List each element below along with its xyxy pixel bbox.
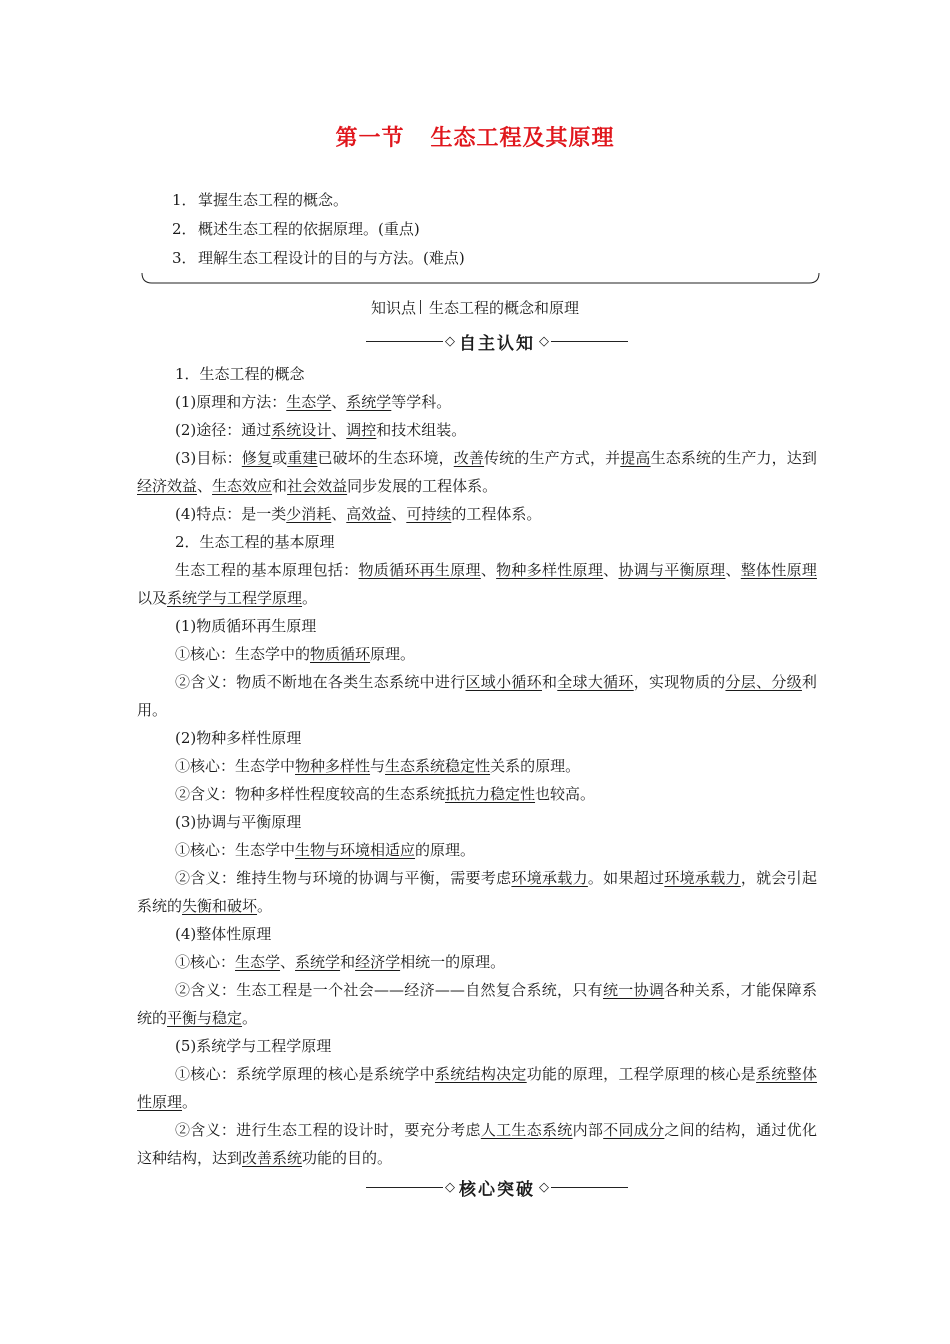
knowledge-point-title: 生态工程的概念和原理 (429, 299, 580, 317)
underlined-answer: 重建 (287, 449, 318, 467)
paragraph-text: 生态工程的基本原理包括： (175, 561, 359, 579)
underlined-answer: 物种多样性原理 (496, 561, 604, 579)
paragraph-text: 以及 (137, 589, 168, 607)
underlined-answer: 抵抗力稳定性 (445, 785, 536, 803)
paragraph-text: 和 (541, 673, 558, 691)
paragraph (137, 808, 817, 836)
paragraph-text: (2)物种多样性原理 (175, 729, 302, 747)
underlined-answer: 系统整体性原理 (137, 1065, 817, 1111)
paragraph-text: 功能的目的。 (302, 1149, 393, 1167)
section-header-core: ◇ 核心突破 ◇ (366, 1175, 628, 1199)
paragraph (137, 920, 817, 948)
paragraph-text: 传统的生产方式，并 (484, 449, 621, 467)
underlined-answer: 整体性原理 (740, 561, 817, 579)
paragraph (137, 836, 817, 864)
paragraph (137, 752, 817, 780)
paragraph-text: ①核心：生态学中 (175, 757, 296, 775)
paragraph (137, 556, 817, 612)
paragraph-text: ②含义：物种多样性程度较高的生态系统 (175, 785, 446, 803)
paragraph (137, 528, 817, 556)
paragraph (137, 976, 817, 1032)
underlined-answer: 生态学 (235, 953, 281, 971)
paragraph-text: 等学科。 (391, 393, 452, 411)
paragraph-text: 。 (257, 897, 273, 915)
paragraph-text: 、 (280, 953, 296, 971)
paragraph-text: 。 (182, 1093, 198, 1111)
title-text: 生态工程及其原理 (430, 126, 615, 151)
underlined-answer: 系统设计 (271, 421, 332, 439)
content-body (137, 360, 817, 1172)
goal-item: 2．概述生态工程的依据原理。(重点) (172, 220, 420, 238)
underlined-answer: 失衡和破坏 (182, 897, 258, 915)
diamond-icon: ◇ (445, 333, 455, 349)
paragraph-text: 利用。 (137, 673, 817, 719)
paragraph (137, 1116, 817, 1172)
knowledge-point-label: 知识点 (370, 299, 416, 317)
underlined-answer: 生态系统稳定性 (385, 757, 491, 775)
underlined-answer: 环境承载力 (664, 869, 741, 887)
paragraph-text: (1)原理和方法： (175, 393, 287, 411)
underlined-answer: 经济学 (355, 953, 401, 971)
paragraph-text: 2．生态工程的基本原理 (175, 533, 335, 551)
paragraph-text: 、 (197, 477, 213, 495)
paragraph-text: 和技术组装。 (376, 421, 467, 439)
knowledge-point-heading (0, 297, 950, 318)
underlined-answer: 生态学 (286, 393, 332, 411)
underlined-answer: 区域小循环 (465, 673, 542, 691)
underlined-answer: 系统结构决定 (434, 1065, 527, 1083)
section-header-self-study: ◇ 自主认知 ◇ (366, 329, 628, 353)
paragraph-text: (5)系统学与工程学原理 (175, 1037, 332, 1055)
paragraph (137, 640, 817, 668)
underlined-answer: 物质循环再生原理 (358, 561, 481, 579)
paragraph (137, 1060, 817, 1116)
paragraph-text: 的工程体系。 (451, 505, 542, 523)
paragraph-text: ②含义：进行生态工程的设计时，要充分考虑 (175, 1121, 481, 1139)
paragraph-text: 。如果超过 (587, 869, 665, 887)
underlined-answer: 提高 (620, 449, 651, 467)
underlined-answer: 人工生态系统 (480, 1121, 573, 1139)
paragraph-text: 同步发展的工程体系。 (347, 477, 498, 495)
underlined-answer: 系统学与工程学原理 (167, 589, 303, 607)
underlined-answer: 生物与环境相适应 (295, 841, 416, 859)
paragraph-text: 与 (370, 757, 386, 775)
paragraph (137, 948, 817, 976)
paragraph-text: 、 (391, 505, 407, 523)
paragraph-text: 相统一的原理。 (400, 953, 506, 971)
paragraph-text: 也较高。 (535, 785, 596, 803)
paragraph (137, 416, 817, 444)
page-title (0, 121, 950, 152)
underlined-answer: 物种多样性 (295, 757, 371, 775)
paragraph-text: (1)物质循环再生原理 (175, 617, 317, 635)
underlined-answer: 系统学 (346, 393, 392, 411)
paragraph-text: 功能的原理，工程学原理的核心是 (526, 1065, 757, 1083)
paragraph-text: 、 (331, 421, 347, 439)
underlined-answer: 平衡与稳定 (167, 1009, 243, 1027)
paragraph-text: (3)协调与平衡原理 (175, 813, 302, 831)
paragraph (137, 668, 817, 724)
paragraph (137, 864, 817, 920)
paragraph (137, 360, 817, 388)
paragraph-text: 、 (603, 561, 619, 579)
underlined-answer: 系统学 (295, 953, 341, 971)
paragraph-text: ①核心：生态学中 (175, 841, 296, 859)
paragraph-text: ②含义：维持生物与环境的协调与平衡，需要考虑 (175, 869, 512, 887)
paragraph (137, 388, 817, 416)
paragraph (137, 724, 817, 752)
paragraph-text: 。 (302, 589, 318, 607)
paragraph-text: 原理。 (370, 645, 416, 663)
paragraph-text: (2)途径：通过 (175, 421, 272, 439)
underlined-answer: 社会效益 (287, 477, 348, 495)
underlined-answer: 高效益 (346, 505, 392, 523)
underlined-answer: 分层、分级 (725, 673, 802, 691)
paragraph-text: ②含义：物质不断地在各类生态系统中进行 (175, 673, 466, 691)
diamond-icon: ◇ (445, 1179, 455, 1195)
diamond-icon: ◇ (539, 333, 549, 349)
underlined-answer: 统一协调 (602, 981, 665, 999)
underlined-answer: 协调与平衡原理 (618, 561, 726, 579)
paragraph-text: 和 (272, 477, 288, 495)
underlined-answer: 改善系统 (242, 1149, 303, 1167)
underlined-answer: 物质循环 (310, 645, 371, 663)
paragraph-text: (4)整体性原理 (175, 925, 272, 943)
learning-goals (172, 186, 465, 273)
paragraph-text: ①核心： (175, 953, 236, 971)
paragraph-text: ，实现物质的 (633, 673, 726, 691)
underlined-answer: 改善 (453, 449, 485, 467)
underlined-answer: 经济效益 (137, 477, 198, 495)
paragraph (137, 500, 817, 528)
goal-item: 1．掌握生态工程的概念。 (172, 191, 349, 209)
diamond-icon: ◇ (539, 1179, 549, 1195)
paragraph-text: (4)特点：是一类 (175, 505, 287, 523)
paragraph-text: 或 (272, 449, 288, 467)
goals-bracket-divider (140, 273, 821, 285)
goal-item: 3．理解生态工程设计的目的与方法。(难点) (172, 249, 465, 267)
paragraph-text: ①核心：系统学原理的核心是系统学中 (175, 1065, 435, 1083)
paragraph (137, 1032, 817, 1060)
paragraph-text: 1．生态工程的概念 (175, 365, 305, 383)
underlined-answer: 全球大循环 (557, 673, 634, 691)
paragraph-text: 、 (331, 393, 347, 411)
underlined-answer: 少消耗 (286, 505, 332, 523)
paragraph-text: 。 (242, 1009, 258, 1027)
paragraph-text: (3)目标： (175, 449, 242, 467)
paragraph-text: ①核心：生态学中的 (175, 645, 311, 663)
paragraph-text: 、 (480, 561, 497, 579)
paragraph-text: ②含义：生态工程是一个社会——经济——自然复合系统，只有 (175, 981, 603, 999)
paragraph (137, 612, 817, 640)
paragraph-text: 、 (331, 505, 347, 523)
paragraph (137, 444, 817, 500)
underlined-answer: 不同成分 (603, 1121, 665, 1139)
paragraph-text: 内部 (572, 1121, 604, 1139)
paragraph-text: 的原理。 (415, 841, 476, 859)
paragraph-text: 和 (340, 953, 356, 971)
paragraph-text: ，就会引起系统的 (137, 869, 817, 915)
paragraph-text: 、 (725, 561, 741, 579)
underlined-answer: 修复 (241, 449, 273, 467)
underlined-answer: 调控 (346, 421, 377, 439)
paragraph (137, 780, 817, 808)
paragraph-text: 各种关系，才能保障系统的 (137, 981, 817, 1027)
paragraph-text: 已破坏的生态环境， (317, 449, 454, 467)
title-section-number: 第一节 (335, 126, 405, 151)
underlined-answer: 可持续 (406, 505, 452, 523)
paragraph-text: 生态系统的生产力，达到 (650, 449, 817, 467)
paragraph-text: 关系的原理。 (490, 757, 581, 775)
underlined-answer: 生态效应 (212, 477, 273, 495)
underlined-answer: 环境承载力 (511, 869, 588, 887)
paragraph-text: 之间的结构，通过优化这种结构，达到 (137, 1121, 817, 1167)
